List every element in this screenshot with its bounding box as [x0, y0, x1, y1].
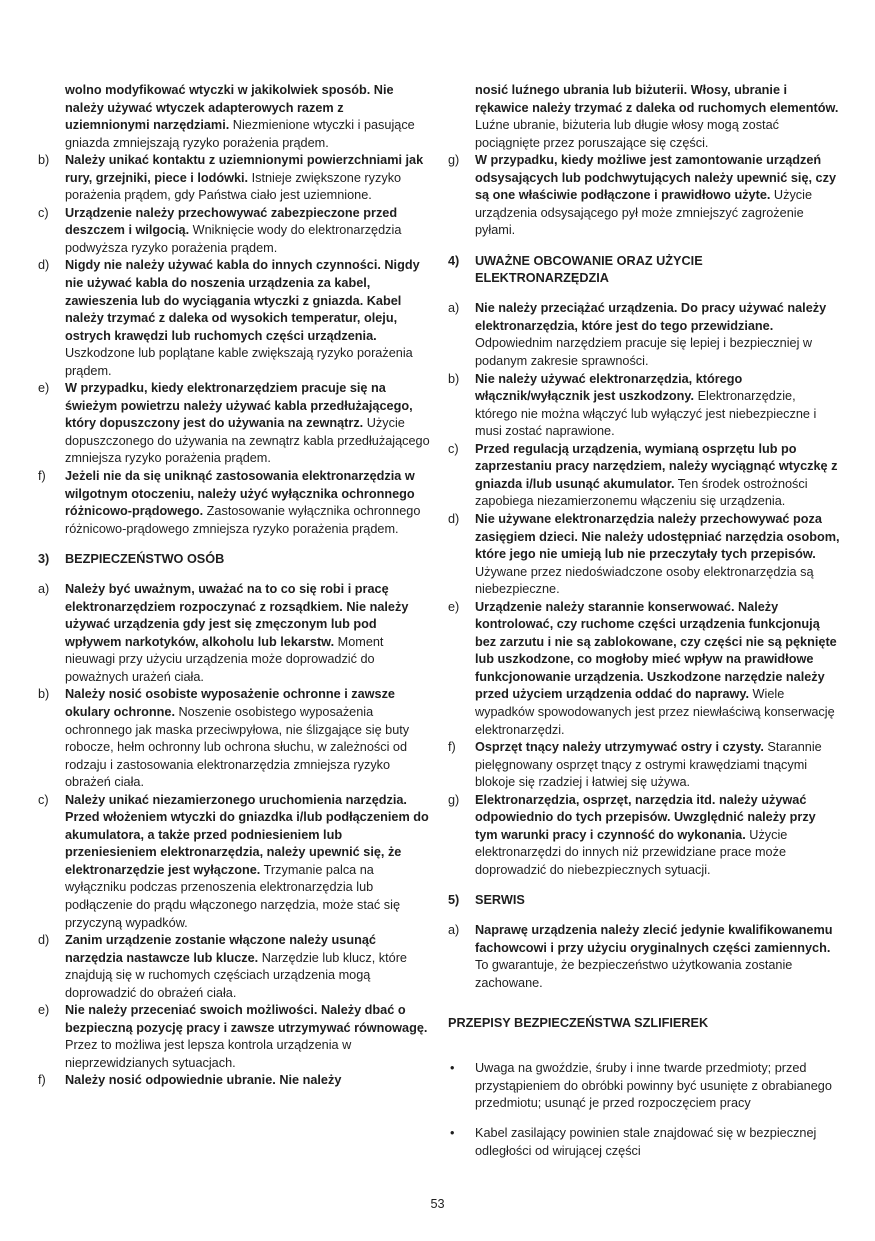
bold-text: Należy unikać niezamierzonego uruchomienia narzędzia. Przed włożeniem wtyczki do gniazdka i/lub podłączeniem do akumulatora, a także przed podniesieniem lub przeniesieniem elektronarzędzia, należy upewnić się, że elektronarzędzie jest wyłączone.	[65, 792, 429, 877]
list-item-b	[38, 152, 430, 205]
list-item-4g	[448, 792, 840, 880]
list-item-4e	[448, 599, 840, 739]
grinder-safety-heading: PRZEPISY BEZPIECZEŃSTWA SZLIFIEREK	[448, 1015, 709, 1030]
body-text: Niezmienione wtyczki i pasujące gniazda zmniejszają ryzyko porażenia prądem.	[65, 118, 415, 150]
section-number: 3)	[38, 551, 50, 566]
item-letter: c)	[38, 792, 49, 807]
bold-text: Należy nosić odpowiednie ubranie. Nie należy	[65, 1073, 342, 1088]
section-title: SERWIS	[475, 893, 525, 908]
bullet-item	[448, 1060, 840, 1113]
body-text: Luźne ubranie, biżuteria lub długie włosy mogą zostać pociągnięte przez poruszające się części.	[475, 118, 779, 150]
bold-text: Nie należy przeceniać swoich możliwości. Należy dbać o bezpieczną pozycję pracy i zawsze utrzymywać równowagę.	[65, 1003, 428, 1035]
list-item-d	[38, 257, 430, 380]
item-letter: a)	[38, 582, 50, 597]
body-text: Odpowiednim narzędziem pracuje się lepiej i bezpieczniej w podanym zakresie sprawności.	[475, 336, 813, 369]
bullet-item	[448, 1125, 840, 1160]
bold-text: W przypadku, kiedy możliwe jest zamontowanie urządzeń odsysających lub podchwytujących należy upewnić się, czy są one właściwie podłączone i prawidłowo użyte.	[475, 153, 837, 203]
item-letter: b)	[38, 687, 50, 702]
section-title: BEZPIECZEŃSTWO OSÓB	[65, 551, 225, 566]
bold-text: Należy być uważnym, uważać na to co się robi i pracę elektronarzędziem rozpoczynać z rozsądkiem. Nie należy używać urządzenia gdy jest się zmęczonym lub pod wpływem narkotyków, alkoholu lub lekarstw.	[65, 582, 409, 649]
body-text: Wniknięcie wody do elektronarzędzia podwyższa ryzyko porażenia prądem.	[65, 223, 402, 255]
section-number: 4)	[448, 253, 460, 268]
item-letter: e)	[38, 381, 50, 396]
list-item-4f	[448, 739, 840, 792]
bold-text: W przypadku, kiedy elektronarzędziem pracuje się na świeżym powietrzu należy używać kabla przedłużającego, który dopuszczony jest do używania na zewnątrz.	[65, 381, 413, 431]
section-heading-3	[38, 551, 430, 569]
bold-text: Nigdy nie należy używać kabla do innych czynności. Nigdy nie używać kabla do noszenia urządzenia za kabel, zawieszenia lub do wyciągania wtyczki z gniazda. Kabel należy trzymać z daleka od wysokich temperatur, oleju, ostrych krawędzi lub ruchomych części urządzenia.	[65, 258, 420, 343]
body-text: Użycie dopuszczonego do używania na zewnątrz kabla przedłużającego zmniejsza ryzyko porażenia prądem.	[65, 416, 430, 466]
bullet-text: Uwaga na gwoździe, śruby i inne twarde przedmioty; przed przystąpieniem do obróbki powinny być usunięte z obrabianego przedmiotu; usunąć je przed rozpoczęciem pracy	[475, 1061, 832, 1111]
body-text: Trzymanie palca na wyłączniku podczas przenoszenia elektronarzędzia lub podłączenie do prądu włączonego narzędzia, może stać się przyczyną wypadków.	[65, 862, 401, 930]
item-letter: e)	[448, 599, 460, 614]
list-item-3f	[38, 1072, 430, 1090]
item-letter: a)	[448, 923, 460, 938]
list-item-3c	[38, 792, 430, 932]
list-item-3a	[38, 581, 430, 686]
bold-text: Zanim urządzenie zostanie włączone należy usunąć narzędzia nastawcze lub klucze.	[65, 933, 376, 965]
bold-text: Należy nosić osobiste wyposażenie ochronne i zawsze okulary ochronne.	[65, 687, 395, 719]
body-text: Uszkodzone lub poplątane kable zwiększają ryzyko porażenia prądem.	[65, 346, 413, 378]
list-item-4b	[448, 371, 840, 441]
list-item-3b	[38, 686, 430, 791]
bullet-text: Kabel zasilający powinien stale znajdować się w bezpiecznej odległości od wirującej części	[475, 1126, 817, 1158]
bold-text: Elektronarzędzia, osprzęt, narzędzia itd. należy używać odpowiednio do tych przepisów. Uwzględnić należy przy tym warunki pracy i czynność do wykonania.	[475, 792, 816, 842]
left-column	[38, 82, 430, 1090]
bold-text: wolno modyfikować wtyczki w jakikolwiek sposób. Nie należy używać wtyczek adapterowych razem z uziemnionymi narzędziami.	[65, 83, 394, 133]
body-text: Moment nieuwagi przy użyciu urządzenia może doprowadzić do poważnych urażeń ciała.	[65, 634, 384, 684]
item-letter: a)	[448, 301, 460, 316]
list-item-e	[38, 380, 430, 468]
section-heading-5	[448, 892, 840, 910]
item-letter: c)	[38, 205, 49, 220]
item-letter: g)	[448, 792, 460, 807]
bold-text: Urządzenie należy starannie konserwować. Należy kontrolować, czy ruchome części urządzenia funkcjonują bez zarzutu i nie są zablokowane, czy części nie są pęknięte lub uszkodzone, co mogłoby mieć wpływ na prawidłowe funkcjonowanie urządzenia. Uszkodzone narzędzie należy przed użyciem urządzenia oddać do naprawy.	[475, 599, 837, 702]
list-item-f	[38, 468, 430, 538]
item-letter: c)	[448, 441, 459, 456]
continued-paragraph	[448, 82, 840, 152]
list-item-4a	[448, 300, 840, 370]
body-text: Przez to możliwa jest lepsza kontrola urządzenia w nieprzewidzianych sytuacjach.	[65, 1038, 352, 1070]
right-column	[448, 82, 840, 1173]
list-item-3e	[38, 1002, 430, 1072]
bold-text: nosić luźnego ubrania lub biżuterii. Włosy, ubranie i rękawice należy trzymać z daleka od ruchomych elementów.	[475, 83, 839, 115]
bold-text: Nie należy przeciążać urządzenia. Do pracy używać należy elektronarzędzia, które jest do tego przewidziane.	[475, 301, 827, 333]
section-title: UWAŻNE OBCOWANIE ORAZ UŻYCIE ELEKTRONARZĘDZIA	[475, 253, 703, 286]
body-text: Starannie pielęgnowany osprzęt tnący z ostrymi krawędziami tnącymi blokoje się rzadziej i łatwiej się używa.	[475, 740, 822, 790]
item-letter: d)	[38, 258, 50, 273]
body-text: Użycie elektronarzędzi do innych niż przewidziane prace może doprowadzić do niebezpiecznych sytuacji.	[475, 827, 788, 877]
list-item-3g	[448, 152, 840, 240]
item-letter: d)	[38, 933, 50, 948]
body-text: Używane przez niedoświadczone osoby elektronarzędzia są niebezpieczne.	[475, 564, 814, 597]
item-letter: e)	[38, 1003, 50, 1018]
bold-text: Osprzęt tnący należy utrzymywać ostry i czysty.	[475, 740, 764, 755]
bold-text: Jeżeli nie da się uniknąć zastosowania elektronarzędzia w wilgotnym otoczeniu, należy użyć wyłącznika ochronnego różnicowo-prądowego.	[65, 469, 415, 519]
body-text: Istnieje zwiększone ryzyko porażenia prądem, gdy Państwa ciało jest uziemnione.	[65, 170, 402, 203]
body-text: Elektronarzędzie, którego nie można włączyć lub wyłączyć jest niebezpieczne i musi zostać naprawione.	[475, 389, 817, 439]
bold-text: Należy unikać kontaktu z uziemnionymi powierzchniami jak rury, grzejniki, piece i lodówki.	[65, 153, 424, 185]
body-text: Wiele wypadków spowodowanych jest przez niewłaściwą konserwację elektronarzędzi.	[475, 687, 835, 737]
item-letter: b)	[448, 371, 460, 386]
continued-paragraph	[38, 82, 430, 152]
body-text: Ten środek ostrożności zapobiega niezamierzonemu włączeniu się urządzenia.	[475, 476, 808, 509]
bold-text: Przed regulacją urządzenia, wymianą osprzętu lub po zaprzestaniu pracy narzędziem, należy wyciągnąć wtyczkę z gniazda i/lub usunąć akumulator.	[475, 441, 838, 491]
list-item-c	[38, 205, 430, 258]
item-letter: f)	[448, 740, 456, 755]
list-item-3d	[38, 932, 430, 1002]
bold-text: Nie używane elektronarzędzia należy przechowywać poza zasięgiem dzieci. Nie należy udostępniać narzędzia osobom, które jego nie umieją lub nie przeczytały tych przepisów.	[475, 511, 840, 562]
section-number: 5)	[448, 893, 460, 908]
item-letter: d)	[448, 511, 460, 526]
section-heading-4	[448, 253, 840, 288]
item-letter: g)	[448, 153, 460, 168]
body-text: Zastosowanie wyłącznika ochronnego różnicowo-prądowego zmniejsza ryzyko porażenia prądem.	[65, 504, 421, 536]
page-number: 53	[430, 1197, 445, 1211]
body-text: To gwarantuje, że bezpieczeństwo użytkowania zostanie zachowane.	[475, 958, 793, 990]
body-text: Narzędzie lub klucz, które znajdują się w ruchomych częściach urządzenia mogą doprowadzić do obrażeń ciała.	[65, 950, 407, 1000]
body-text: Użycie urządzenia odsysającego pył może zmniejszyć zagrożenie pyłami.	[475, 188, 812, 238]
list-item-4c	[448, 441, 840, 511]
item-letter: b)	[38, 153, 50, 168]
bullet-icon: •	[450, 1061, 455, 1076]
bold-text: Urządzenie należy przechowywać zabezpieczone przed deszczem i wilgocią.	[65, 205, 398, 238]
list-item-4d	[448, 511, 840, 599]
item-letter: f)	[38, 469, 46, 484]
bold-text: Naprawę urządzenia należy zlecić jedynie kwalifikowanemu fachowcowi i przy użyciu oryginalnych części zamiennych.	[475, 923, 833, 955]
body-text: Noszenie osobistego wyposażenia ochronnego jak maska przeciwpyłowa, nie ślizgające się buty robocze, hełm ochronny lub ochrona słuchu, w zależności od rodzaju i zastosowania elektronarzędzia zmniejsza ryzyko obrażeń ciała.	[65, 704, 410, 790]
bold-text: Nie należy używać elektronarzędzia, którego włącznik/wyłącznik jest uszkodzony.	[475, 371, 743, 404]
list-item-5a	[448, 922, 840, 992]
bullet-icon: •	[450, 1126, 455, 1141]
item-letter: f)	[38, 1073, 46, 1088]
